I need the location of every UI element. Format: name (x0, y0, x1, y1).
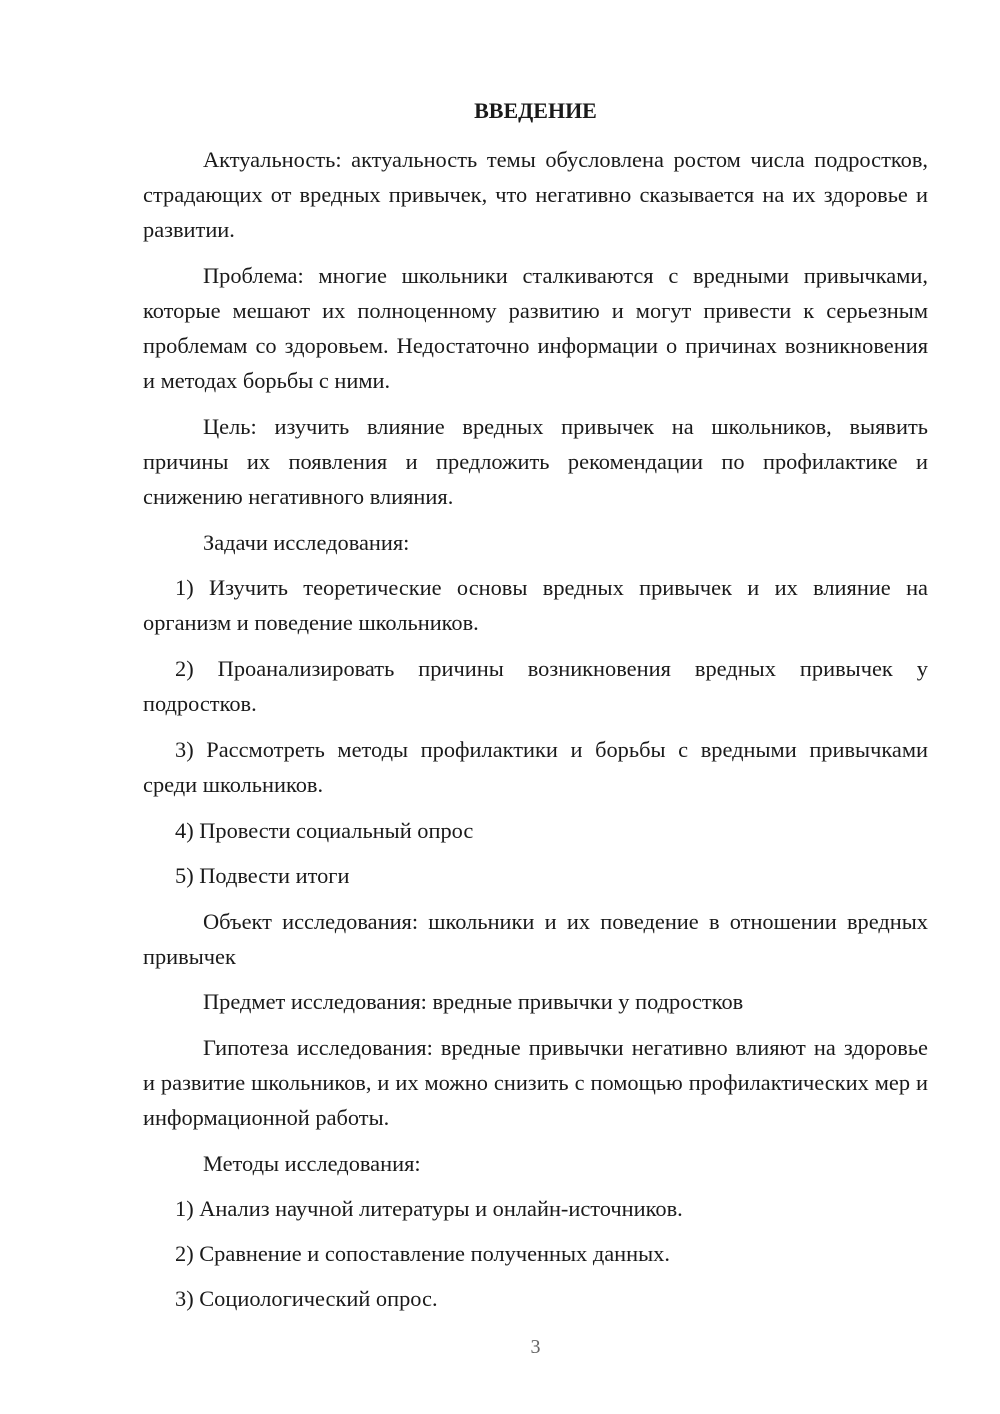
paragraph-goal: Цель: изучить влияние вредных привычек на школьников, выявить причины их появления и предложить рекомендации по профилактике и снижению негативного влияния. (143, 414, 928, 509)
list-item-task-3: 3) Рассмотреть методы профилактики и борьбы с вредными привычками среди школьников. (143, 737, 928, 797)
paragraph-relevance: Актуальность: актуальность темы обусловлена ростом числа подростков, страдающих от вредных привычек, что негативно сказывается на их здоровье и развитии. (143, 147, 928, 242)
paragraph-tasks-heading: Задачи исследования: (203, 530, 410, 555)
list-item-method-3: 3) Социологический опрос. (175, 1286, 438, 1311)
page-heading: ВВЕДЕНИЕ (474, 98, 597, 123)
paragraph-subject: Предмет исследования: вредные привычки у подростков (203, 989, 744, 1014)
list-item-task-5: 5) Подвести итоги (175, 863, 350, 888)
list-item-task-2: 2) Проанализировать причины возникновения вредных привычек у подростков. (143, 656, 928, 716)
list-item-task-1: 1) Изучить теоретические основы вредных привычек и их влияние на организм и поведение школьников. (143, 575, 928, 635)
list-item-task-4: 4) Провести социальный опрос (175, 818, 474, 843)
paragraph-object: Объект исследования: школьники и их поведение в отношении вредных привычек (143, 909, 928, 969)
page-number: 3 (530, 1336, 541, 1358)
list-item-method-1: 1) Анализ научной литературы и онлайн-источников. (175, 1196, 683, 1221)
paragraph-methods-heading: Методы исследования: (203, 1151, 421, 1176)
paragraph-problem: Проблема: многие школьники сталкиваются с вредными привычками, которые мешают их полноценному развитию и могут привести к серьезным проблемам со здоровьем. Недостаточно информации о причинах возникновения и методах борьбы с ними. (143, 263, 928, 393)
paragraph-hypothesis: Гипотеза исследования: вредные привычки негативно влияют на здоровье и развитие школьников, и их можно снизить с помощью профилактических мер и информационной работы. (143, 1035, 928, 1130)
list-item-method-2: 2) Сравнение и сопоставление полученных данных. (175, 1241, 670, 1266)
